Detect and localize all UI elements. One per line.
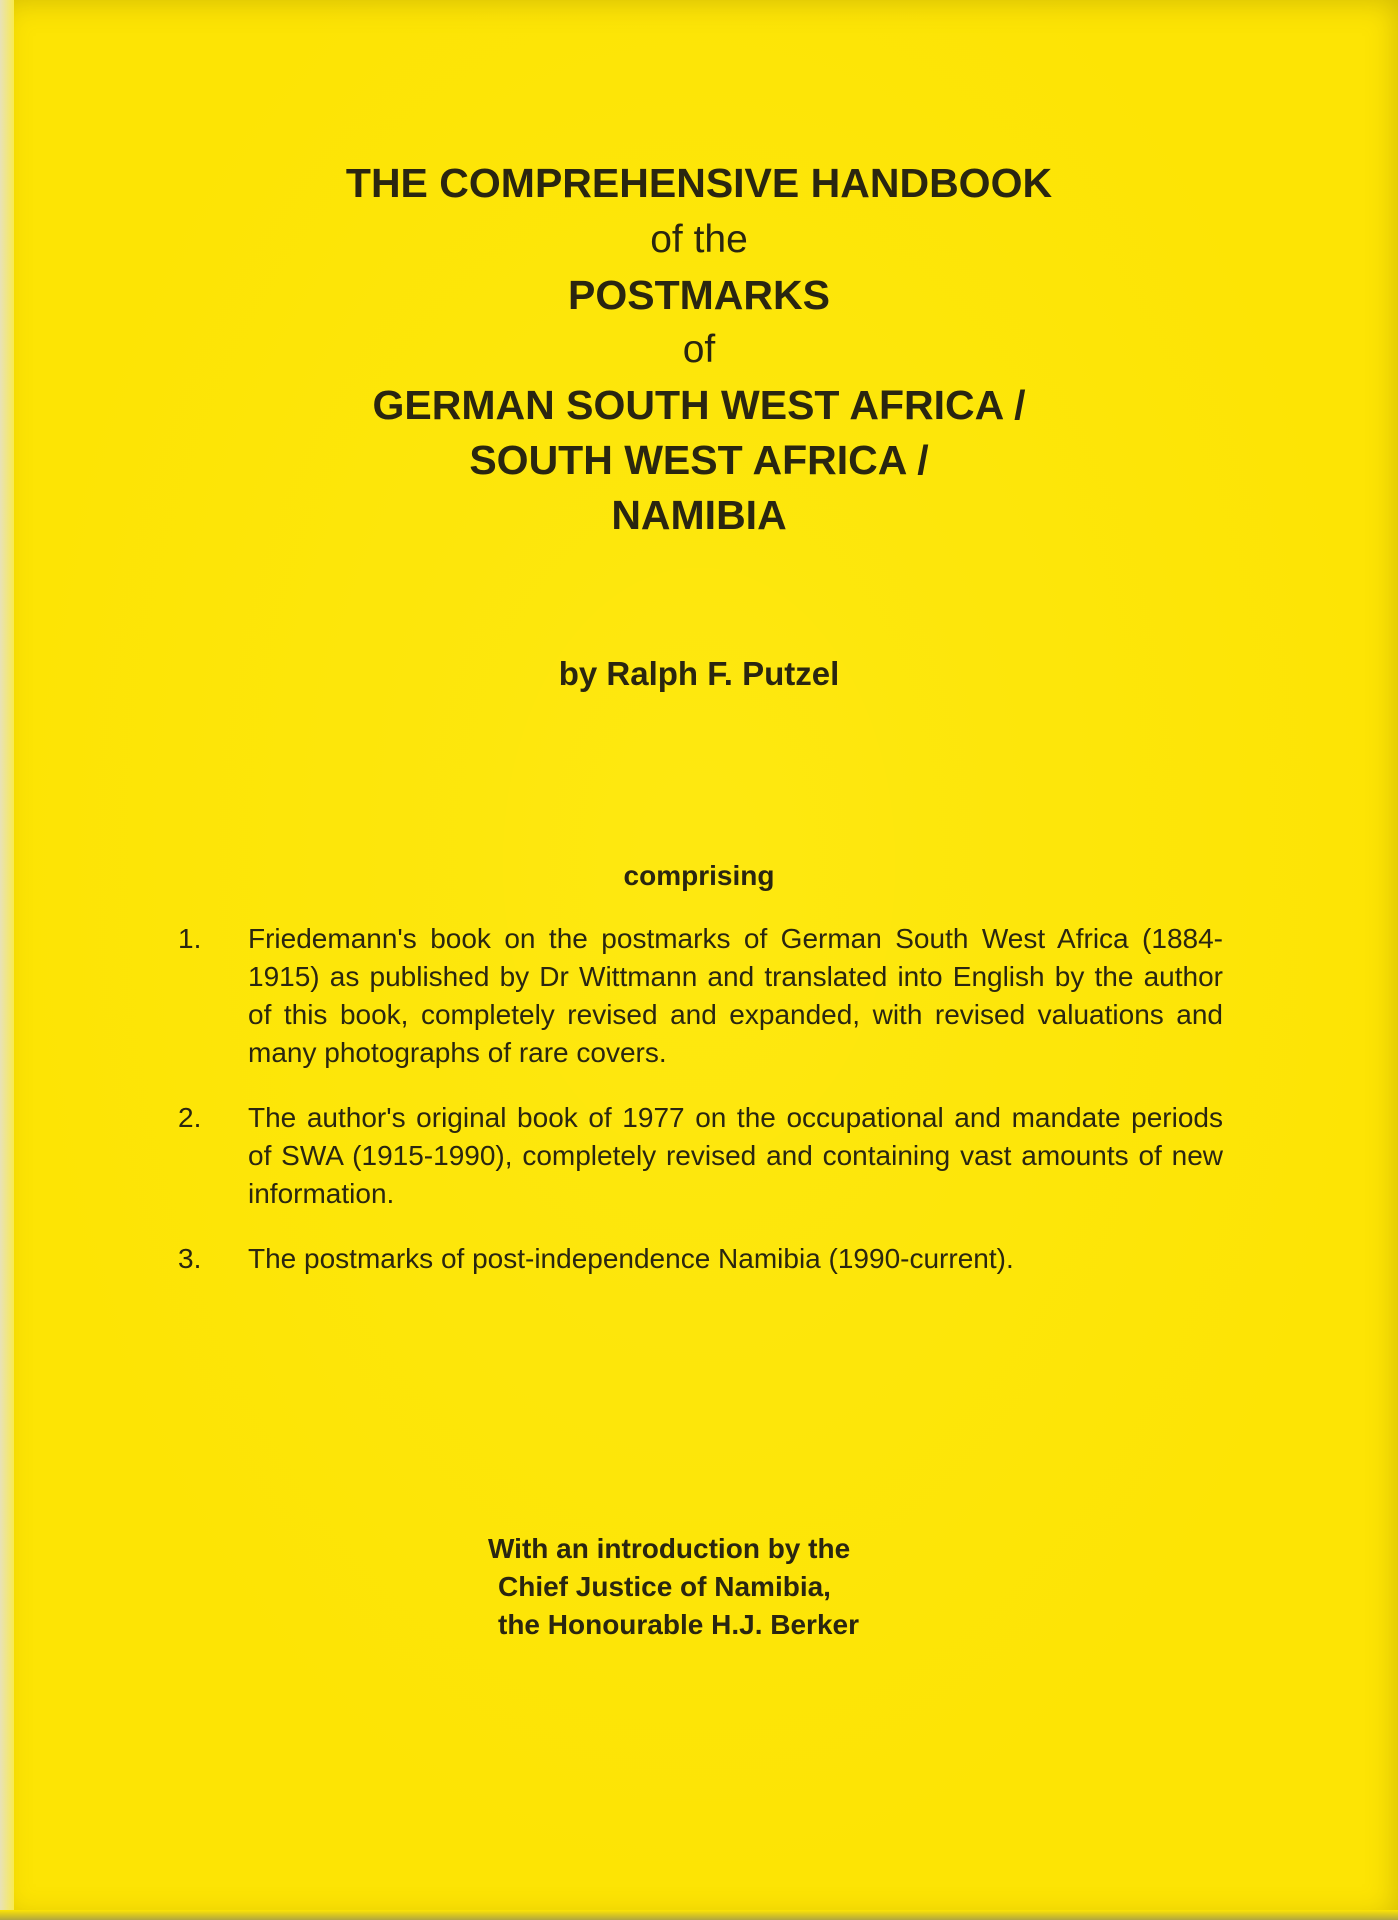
list-item [178,920,1223,1072]
title-line-4: of [682,328,716,371]
list-item [178,1099,1223,1213]
intro-line-2: Chief Justice of Namibia, [498,1571,831,1602]
introduction-note [488,1530,859,1644]
title-line-6: SOUTH WEST AFRICA / [469,437,929,483]
intro-line-3: the Honourable H.J. Berker [498,1609,859,1640]
list-item-text: The author's original book of 1977 on the occupational and mandate periods of SWA (1915-1990), completely revised and containing vast amounts of new information. [248,1102,1223,1209]
author-line: by Ralph F. Putzel [558,655,840,692]
contents-list [178,920,1223,1278]
list-item-text: Friedemann's book on the postmarks of German South West Africa (1884-1915) as published by Dr Wittmann and translated into English by the author of this book, completely revised and expanded, with revised valuations and many photographs of rare covers. [248,923,1223,1068]
list-item [178,1240,1223,1278]
title-line-5: GERMAN SOUTH WEST AFRICA / [372,382,1026,428]
list-item-text: The postmarks of post-independence Namibia (1990-current). [248,1243,1014,1274]
title-line-3: POSTMARKS [568,272,830,318]
cover-bottom-edge [0,1910,1398,1920]
title-line-1: THE COMPREHENSIVE HANDBOOK [345,160,1053,206]
list-item-number: 3. [178,1243,202,1274]
title-line-2: of the [650,218,748,261]
intro-line-1: With an introduction by the [488,1533,851,1564]
list-item-number: 2. [178,1102,202,1133]
comprising-label: comprising [623,860,775,891]
list-item-number: 1. [178,923,202,954]
title-line-7: NAMIBIA [611,492,787,538]
